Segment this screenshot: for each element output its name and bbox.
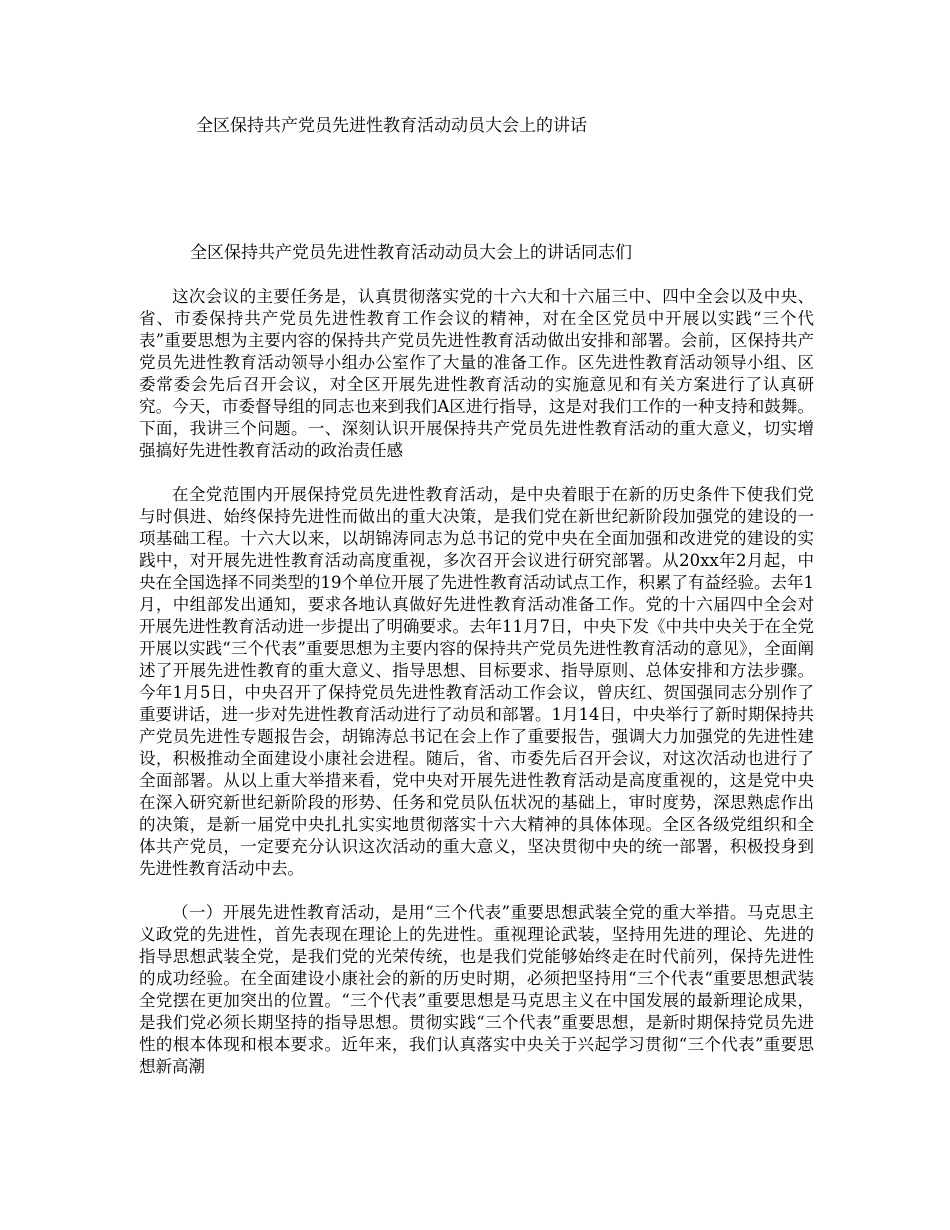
paragraph-1: 这次会议的主要任务是，认真贯彻落实党的十六大和十六届三中、四中全会以及中央、省、市委保持共产党员先进性教育工作会议的精神，对在全区党员中开展以实践“三个代表”重要思想为主要内容的保持共产党员先进性教育活动做出安排和部署。会前，区保持共产党员先进性教育活动领导小组办公室作了大量的准备工作。区先进性教育活动领导小组、区委常委会先后召开会议，对全区开展先进性教育活动的实施意见和有关方案进行了认真研究。今天，市委督导组的同志也来到我们A区进行指导，这是对我们工作的一种支持和鼓舞。下面，我讲三个问题。一、深刻认识开展保持共产党员先进性教育活动的重大意义，切实增强搞好先进性教育活动的政治责任感 bbox=[139, 287, 814, 460]
document-body bbox=[139, 286, 814, 1078]
document-subtitle: 全区保持共产党员先进性教育活动动员大会上的讲话同志们 bbox=[190, 243, 632, 263]
document-title: 全区保持共产党员先进性教育活动动员大会上的讲话 bbox=[196, 116, 587, 136]
paragraph-2: 在全党范围内开展保持党员先进性教育活动，是中央着眼于在新的历史条件下使我们党与时俱进、始终保持先进性而做出的重大决策，是我们党在新世纪新阶段加强党的建设的一项基础工程。十六大以来，以胡锦涛同志为总书记的党中央在全面加强和改进党的建设的实践中，对开展先进性教育活动高度重视，多次召开会议进行研究部署。从20xx年2月起，中央在全国选择不同类型的19个单位开展了先进性教育活动试点工作，积累了有益经验。去年1月，中组部发出通知，要求各地认真做好先进性教育活动准备工作。党的十六届四中全会对开展先进性教育活动进一步提出了明确要求。去年11月7日，中央下发《中共中央关于在全党开展以实践“三个代表”重要思想为主要内容的保持共产党员先进性教育活动的意见》，全面阐述了开展先进性教育的重大意义、指导思想、目标要求、指导原则、总体安排和方法步骤。今年1月5日，中央召开了保持党员先进性教育活动工作会议，曾庆红、贺国强同志分别作了重要讲话，进一步对先进性教育活动进行了动员和部署。1月14日，中央举行了新时期保持共产党员先进性专题报告会，胡锦涛总书记在会上作了重要报告，强调大力加强党的先进性建设，积极推动全面建设小康社会进程。随后，省、市委先后召开会议，对这次活动也进行了全面部署。从以上重大举措来看，党中央对开展先进性教育活动是高度重视的，这是党中央在深入研究新世纪新阶段的形势、任务和党员队伍状况的基础上，审时度势，深思熟虑作出的决策，是新一届党中央扎扎实实地贯彻落实十六大精神的具体体现。全区各级党组织和全体共产党员，一定要充分认识这次活动的重大意义，坚决贯彻中央的统一部署，积极投身到先进性教育活动中去。 bbox=[139, 485, 814, 878]
paragraph-3: （一）开展先进性教育活动，是用“三个代表”重要思想武装全党的重大举措。马克思主义政党的先进性，首先表现在理论上的先进性。重视理论武装，坚持用先进的理论、先进的指导思想武装全党，是我们党的光荣传统，也是我们党能够始终走在时代前列，保持先进性的成功经验。在全面建设小康社会的新的历史时期，必须把坚持用“三个代表“重要思想武装全党摆在更加突出的位置。“三个代表”重要思想是马克思主义在中国发展的最新理论成果，是我们党必须长期坚持的指导思想。贯彻实践“三个代表”重要思想，是新时期保持党员先进性的根本体现和根本要求。近年来，我们认真落实中央关于兴起学习贯彻“三个代表”重要思想新高潮 bbox=[139, 903, 814, 1076]
